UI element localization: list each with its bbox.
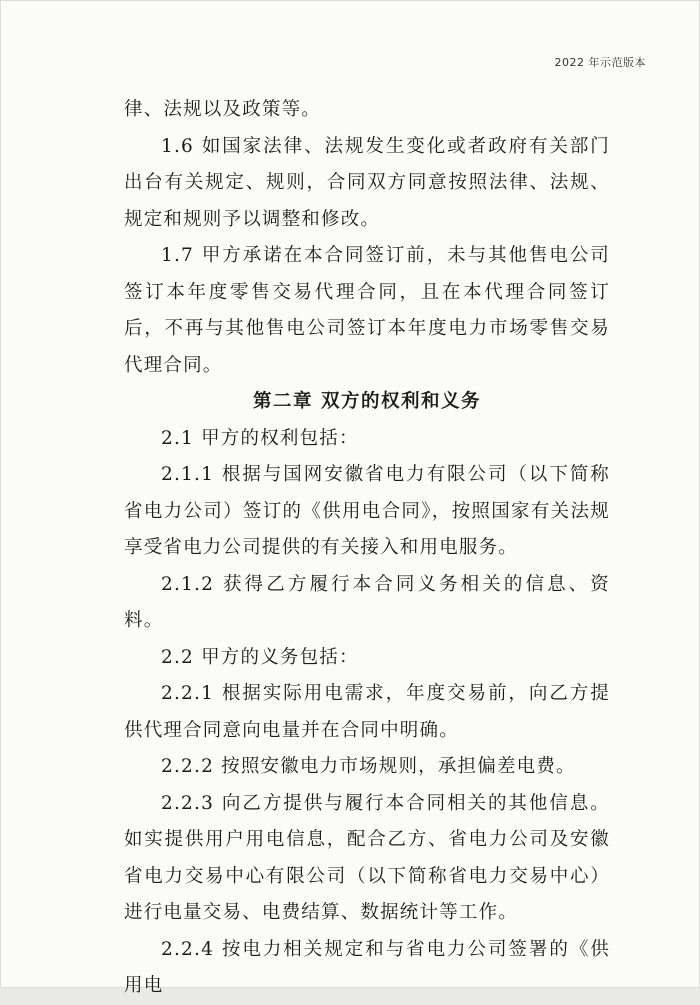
edition-label: 2022 年示范版本 xyxy=(554,56,646,69)
clause-2-2-1: 2.2.1 根据实际用电需求，年度交易前，向乙方提供代理合同意向电量并在合同中明确。 xyxy=(124,683,610,741)
clause-2-2: 2.2 甲方的义务包括： xyxy=(161,646,359,668)
clause-2-2-3: 2.2.3 向乙方提供与履行本合同相关的其他信息。如实提供用户用电信息，配合乙方、省电力公司及安徽省电力交易中心有限公司（以下简称省电力交易中心）进行电量交易、电费结算、数据统计等工作。 xyxy=(124,792,610,923)
clause-2-2-2: 2.2.2 按照安徽电力市场规则，承担偏差电费。 xyxy=(161,756,576,777)
clause-2-1-2: 2.1.2 获得乙方履行本合同义务相关的信息、资料。 xyxy=(124,573,610,631)
clause-2-1: 2.1 甲方的权利包括： xyxy=(161,427,359,449)
clause-1-6: 1.6 如国家法律、法规发生变化或者政府有关部门出台有关规定、规则，合同双方同意按照法律、法规、规定和规则予以调整和修改。 xyxy=(124,135,610,230)
paragraph-continuation: 律、法规以及政策等。 xyxy=(124,99,322,120)
chapter-heading: 第二章 双方的权利和义务 xyxy=(253,391,481,412)
clause-2-2-4: 2.2.4 按电力相关规定和与省电力公司签署的《供用电 xyxy=(124,938,610,996)
document-body xyxy=(124,92,610,1005)
clause-1-7: 1.7 甲方承诺在本合同签订前，未与其他售电公司签订本年度零售交易代理合同，且在本代理合同签订后，不再与其他售电公司签订本年度电力市场零售交易代理合同。 xyxy=(124,245,610,376)
clause-2-1-1: 2.1.1 根据与国网安徽省电力有限公司（以下简称省电力公司）签订的《供用电合同》，按照国家有关法规享受省电力公司提供的有关接入和用电服务。 xyxy=(124,464,610,558)
